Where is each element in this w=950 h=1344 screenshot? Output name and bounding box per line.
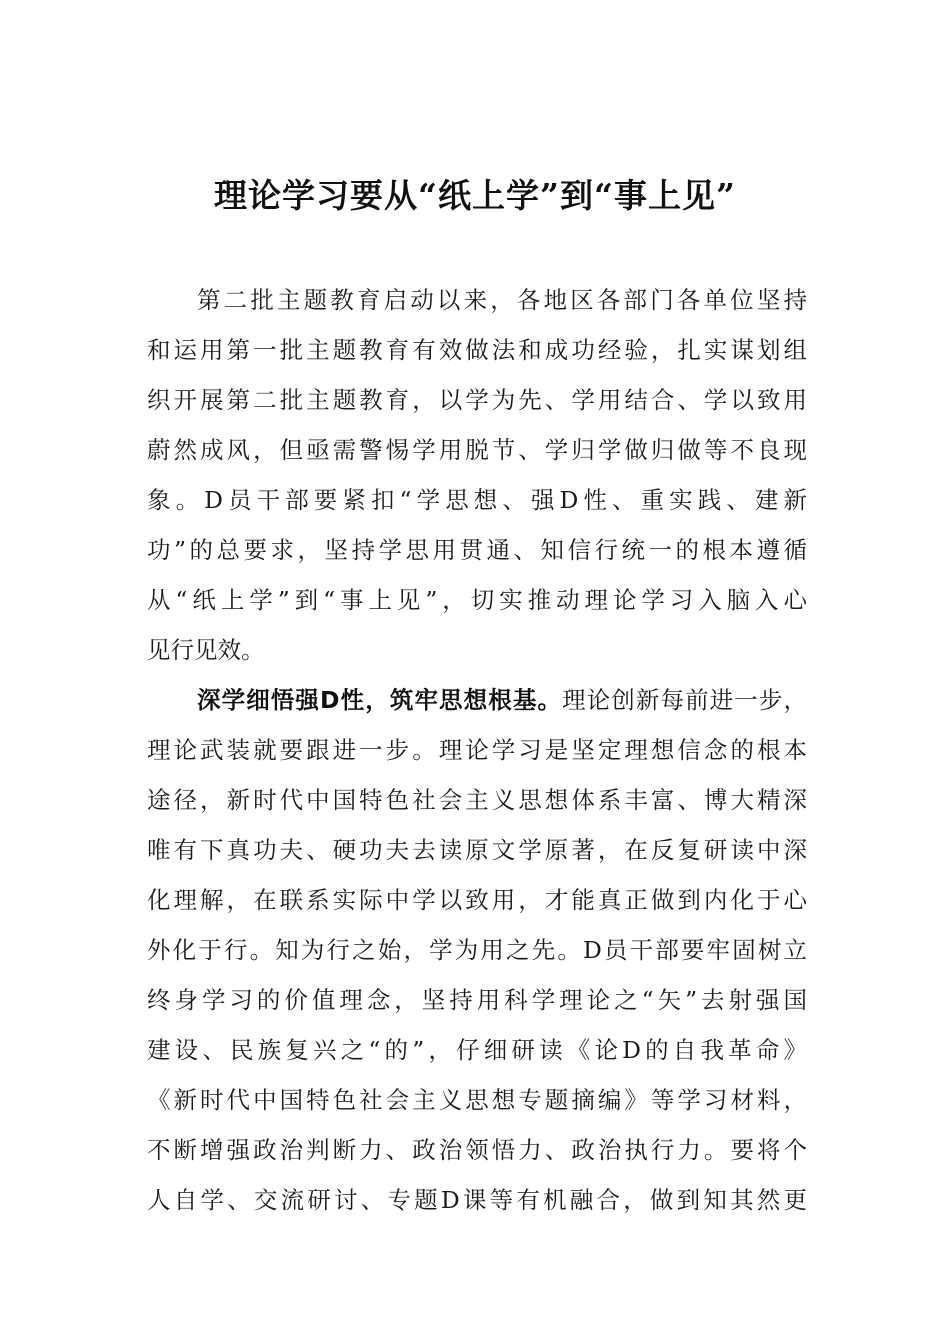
paragraph1-line: 织开展第二批主题教育，以学为先、学用结合、学以致用 bbox=[147, 386, 807, 414]
paragraph1-line: 从“纸上学”到“事上见”，切实推动理论学习入脑入心 bbox=[147, 586, 807, 614]
paragraph2-lead-heading: 深学细悟强D性，筑牢思想根基。 bbox=[197, 686, 563, 714]
paragraph1-line: 和运用第一批主题教育有效做法和成功经验，扎实谋划组 bbox=[147, 336, 807, 364]
paragraph1-line: 蔚然成风，但亟需警惕学用脱节、学归学做归做等不良现 bbox=[147, 436, 807, 464]
paragraph2-line: 建设、民族复兴之“的”，仔细研读《论D的自我革命》 bbox=[147, 1036, 807, 1064]
paragraph1-line: 见行见效。 bbox=[147, 636, 265, 664]
paragraph2-line: 不断增强政治判断力、政治领悟力、政治执行力。要将个 bbox=[147, 1136, 807, 1164]
paragraph1-line: 象。D员干部要紧扣“学思想、强D性、重实践、建新 bbox=[147, 486, 807, 514]
document-title: 理论学习要从“纸上学”到“事上见” bbox=[214, 176, 736, 215]
paragraph2-line: 理论武装就要跟进一步。理论学习是坚定理想信念的根本 bbox=[147, 736, 807, 764]
paragraph2-line: 化理解，在联系实际中学以致用，才能真正做到内化于心 bbox=[147, 886, 807, 914]
paragraph2-first-line-text: 理论创新每前进一步， bbox=[562, 686, 807, 714]
paragraph2-line: 外化于行。知为行之始，学为用之先。D员干部要牢固树立 bbox=[147, 936, 807, 964]
paragraph1-line: 功”的总要求，坚持学思用贯通、知信行统一的根本遵循 bbox=[147, 536, 807, 564]
paragraph2-line: 途径，新时代中国特色社会主义思想体系丰富、博大精深 bbox=[147, 786, 807, 814]
paragraph2-line: 人自学、交流研讨、专题D课等有机融合，做到知其然更 bbox=[147, 1186, 807, 1214]
paragraph2-first-line bbox=[197, 685, 807, 715]
paragraph2-line: 终身学习的价值理念，坚持用科学理论之“矢”去射强国 bbox=[147, 986, 807, 1014]
paragraph2-line: 唯有下真功夫、硬功夫去读原文学原著，在反复研读中深 bbox=[147, 836, 807, 864]
paragraph2-line: 《新时代中国特色社会主义思想专题摘编》等学习材料， bbox=[147, 1086, 807, 1114]
paragraph1-line: 第二批主题教育启动以来，各地区各部门各单位坚持 bbox=[197, 286, 807, 314]
